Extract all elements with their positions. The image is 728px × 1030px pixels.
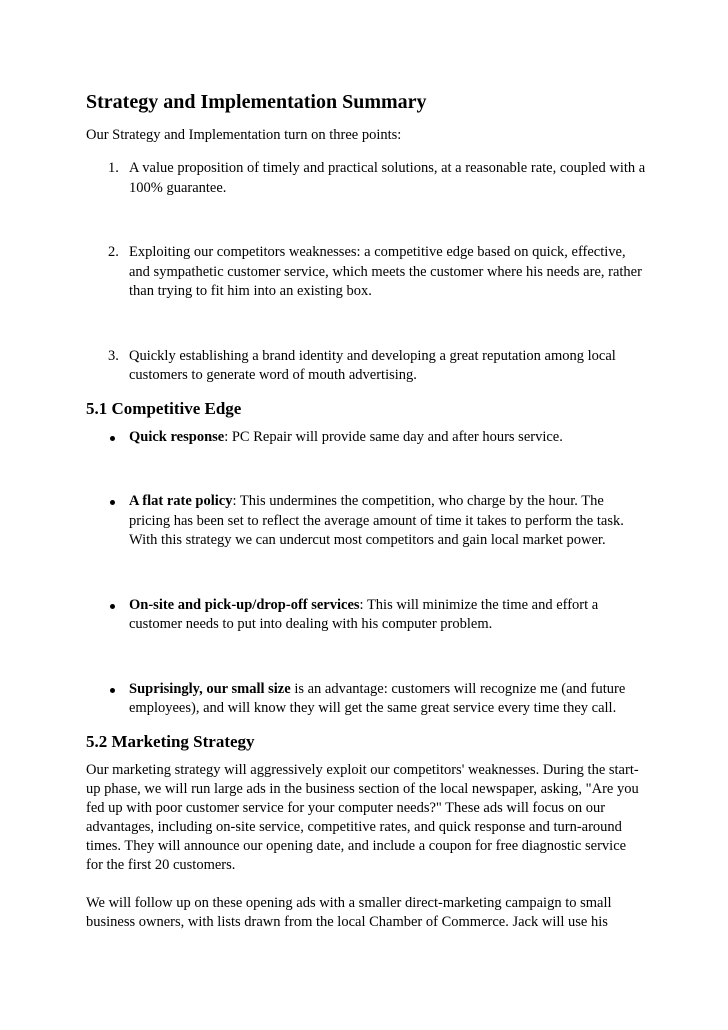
list-item-bold: Suprisingly, our small size xyxy=(129,680,291,697)
section-heading-competitive-edge: 5.1 Competitive Edge xyxy=(86,398,242,418)
strategy-points-list xyxy=(86,159,646,386)
intro-text: Our Strategy and Implementation turn on three points: xyxy=(86,127,402,143)
list-number: 3. xyxy=(108,347,119,364)
competitive-edge-list xyxy=(86,428,646,719)
bullet-icon xyxy=(110,436,115,441)
list-item xyxy=(86,428,646,448)
list-item-text: Quickly establishing a brand identity and developing a great reputation among local customers to generate word of mouth advertising. xyxy=(129,347,616,383)
section-heading-marketing-strategy: 5.2 Marketing Strategy xyxy=(86,731,255,751)
list-item-bold: Quick response xyxy=(129,428,225,445)
list-item-bold: On-site and pick-up/drop-off services xyxy=(129,596,360,613)
list-item xyxy=(86,159,646,198)
bullet-icon xyxy=(110,500,115,505)
list-item-text: Exploiting our competitors weaknesses: a competitive edge based on quick, effective, and sympathetic customer service, which meets the customer where his needs are, rather than trying to fit him into an existing box. xyxy=(129,244,642,299)
list-item-text: : This will minimize the time and effort a customer needs to put into dealing with his computer problem. xyxy=(129,596,599,632)
list-item xyxy=(86,680,646,719)
list-item-bold: A flat rate policy xyxy=(129,493,233,509)
document-page xyxy=(86,90,646,932)
list-item-text: A value proposition of timely and practical solutions, at a reasonable rate, coupled with a 100% guarantee. xyxy=(129,160,646,196)
marketing-paragraph: Our marketing strategy will aggressively exploit our competitors' weaknesses. During the start-up phase, we will run large ads in the business section of the local newspaper, asking, "Are you fed up with poor customer service for your computer needs?" These ads will focus on our advantages, including on-site service, competitive rates, and quick response and turn-around times. They will announce our opening date, and include a coupon for free diagnostic service for the first 20 customers. xyxy=(86,761,639,873)
marketing-paragraph: We will follow up on these opening ads with a smaller direct-marketing campaign to small business owners, with lists drawn from the local Chamber of Commerce. Jack will use his xyxy=(86,894,612,930)
bullet-icon xyxy=(110,688,115,693)
list-number: 1. xyxy=(108,160,119,176)
bullet-icon xyxy=(110,604,115,609)
list-item-text: : PC Repair will provide same day and after hours service. xyxy=(224,428,563,445)
list-item xyxy=(86,347,646,386)
list-item-text: is an advantage: customers will recognize me (and future employees), and will know they will get the same great service every time they call. xyxy=(129,680,626,716)
list-number: 2. xyxy=(108,244,119,260)
list-item-text: : This undermines the competition, who charge by the hour. The pricing has been set to reflect the average amount of time it takes to perform the task. With this strategy we can undercut most competitors and gain local market power. xyxy=(129,493,624,548)
list-item xyxy=(86,492,646,551)
list-item xyxy=(86,243,646,302)
page-title: Strategy and Implementation Summary xyxy=(86,91,427,113)
list-item xyxy=(86,596,646,635)
